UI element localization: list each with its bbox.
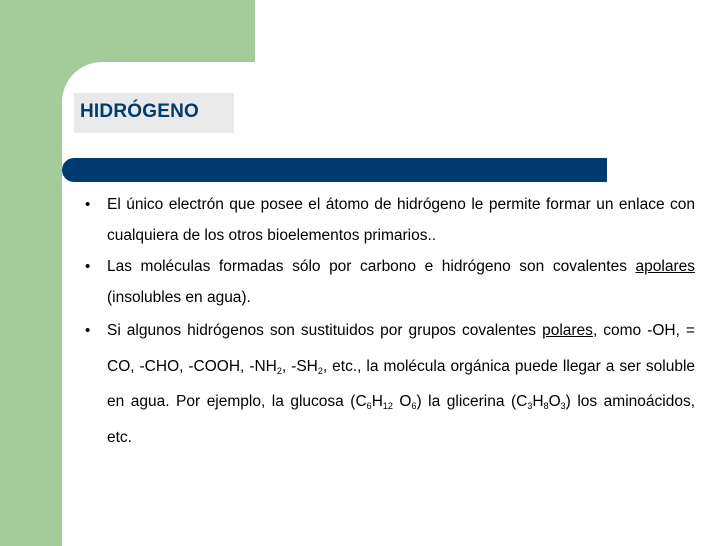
bullet-text xyxy=(107,251,695,313)
subscript: 6 xyxy=(366,401,372,411)
text-segment: ) la glicerina (C xyxy=(416,393,528,410)
list-item xyxy=(85,313,695,455)
bullet-text xyxy=(107,313,695,455)
bullet-icon: • xyxy=(85,322,91,339)
subscript: 3 xyxy=(527,401,533,411)
subscript: 3 xyxy=(560,401,566,411)
subscript: 2 xyxy=(317,365,323,376)
bullet-icon: • xyxy=(85,258,91,275)
text-segment: O xyxy=(392,393,412,410)
text-segment: H xyxy=(371,393,383,410)
title-divider-bar xyxy=(62,158,607,182)
subscript: 8 xyxy=(543,401,549,411)
text-segment: O xyxy=(548,393,561,410)
text-segment: , etc., la molécula orgánica puede llegar a ser soluble en agua. Por ejemplo, la glucosa (C xyxy=(107,357,696,410)
text-segment: ) los aminoácidos, etc. xyxy=(107,393,696,446)
subscript: 12 xyxy=(382,401,393,411)
text-segment: Las moléculas formadas sólo por carbono e hidrógeno son covalentes xyxy=(107,258,636,275)
subscript: 2 xyxy=(276,365,282,376)
bullet-list xyxy=(85,189,695,455)
bullet-text: El único electrón que posee el átomo de hidrógeno le permite formar un enlace con cualquiera de los otros bioelementos primarios.. xyxy=(107,196,695,244)
link-polares[interactable]: polares xyxy=(542,322,593,339)
list-item xyxy=(85,189,695,251)
text-segment: H xyxy=(532,393,544,410)
bullet-icon: • xyxy=(85,196,91,213)
list-item xyxy=(85,251,695,313)
text-segment: Si algunos hidrógenos son sustituidos por grupos covalentes xyxy=(107,322,543,339)
page-title: HIDRÓGENO xyxy=(80,101,199,122)
link-apolares[interactable]: apolares xyxy=(635,258,695,275)
text-segment: (insolubles en agua). xyxy=(107,289,251,306)
subscript: 6 xyxy=(411,401,417,411)
text-segment: , -SH xyxy=(281,357,318,375)
text-segment: , como -OH, = CO, -CHO, -COOH, -NH xyxy=(107,322,695,375)
